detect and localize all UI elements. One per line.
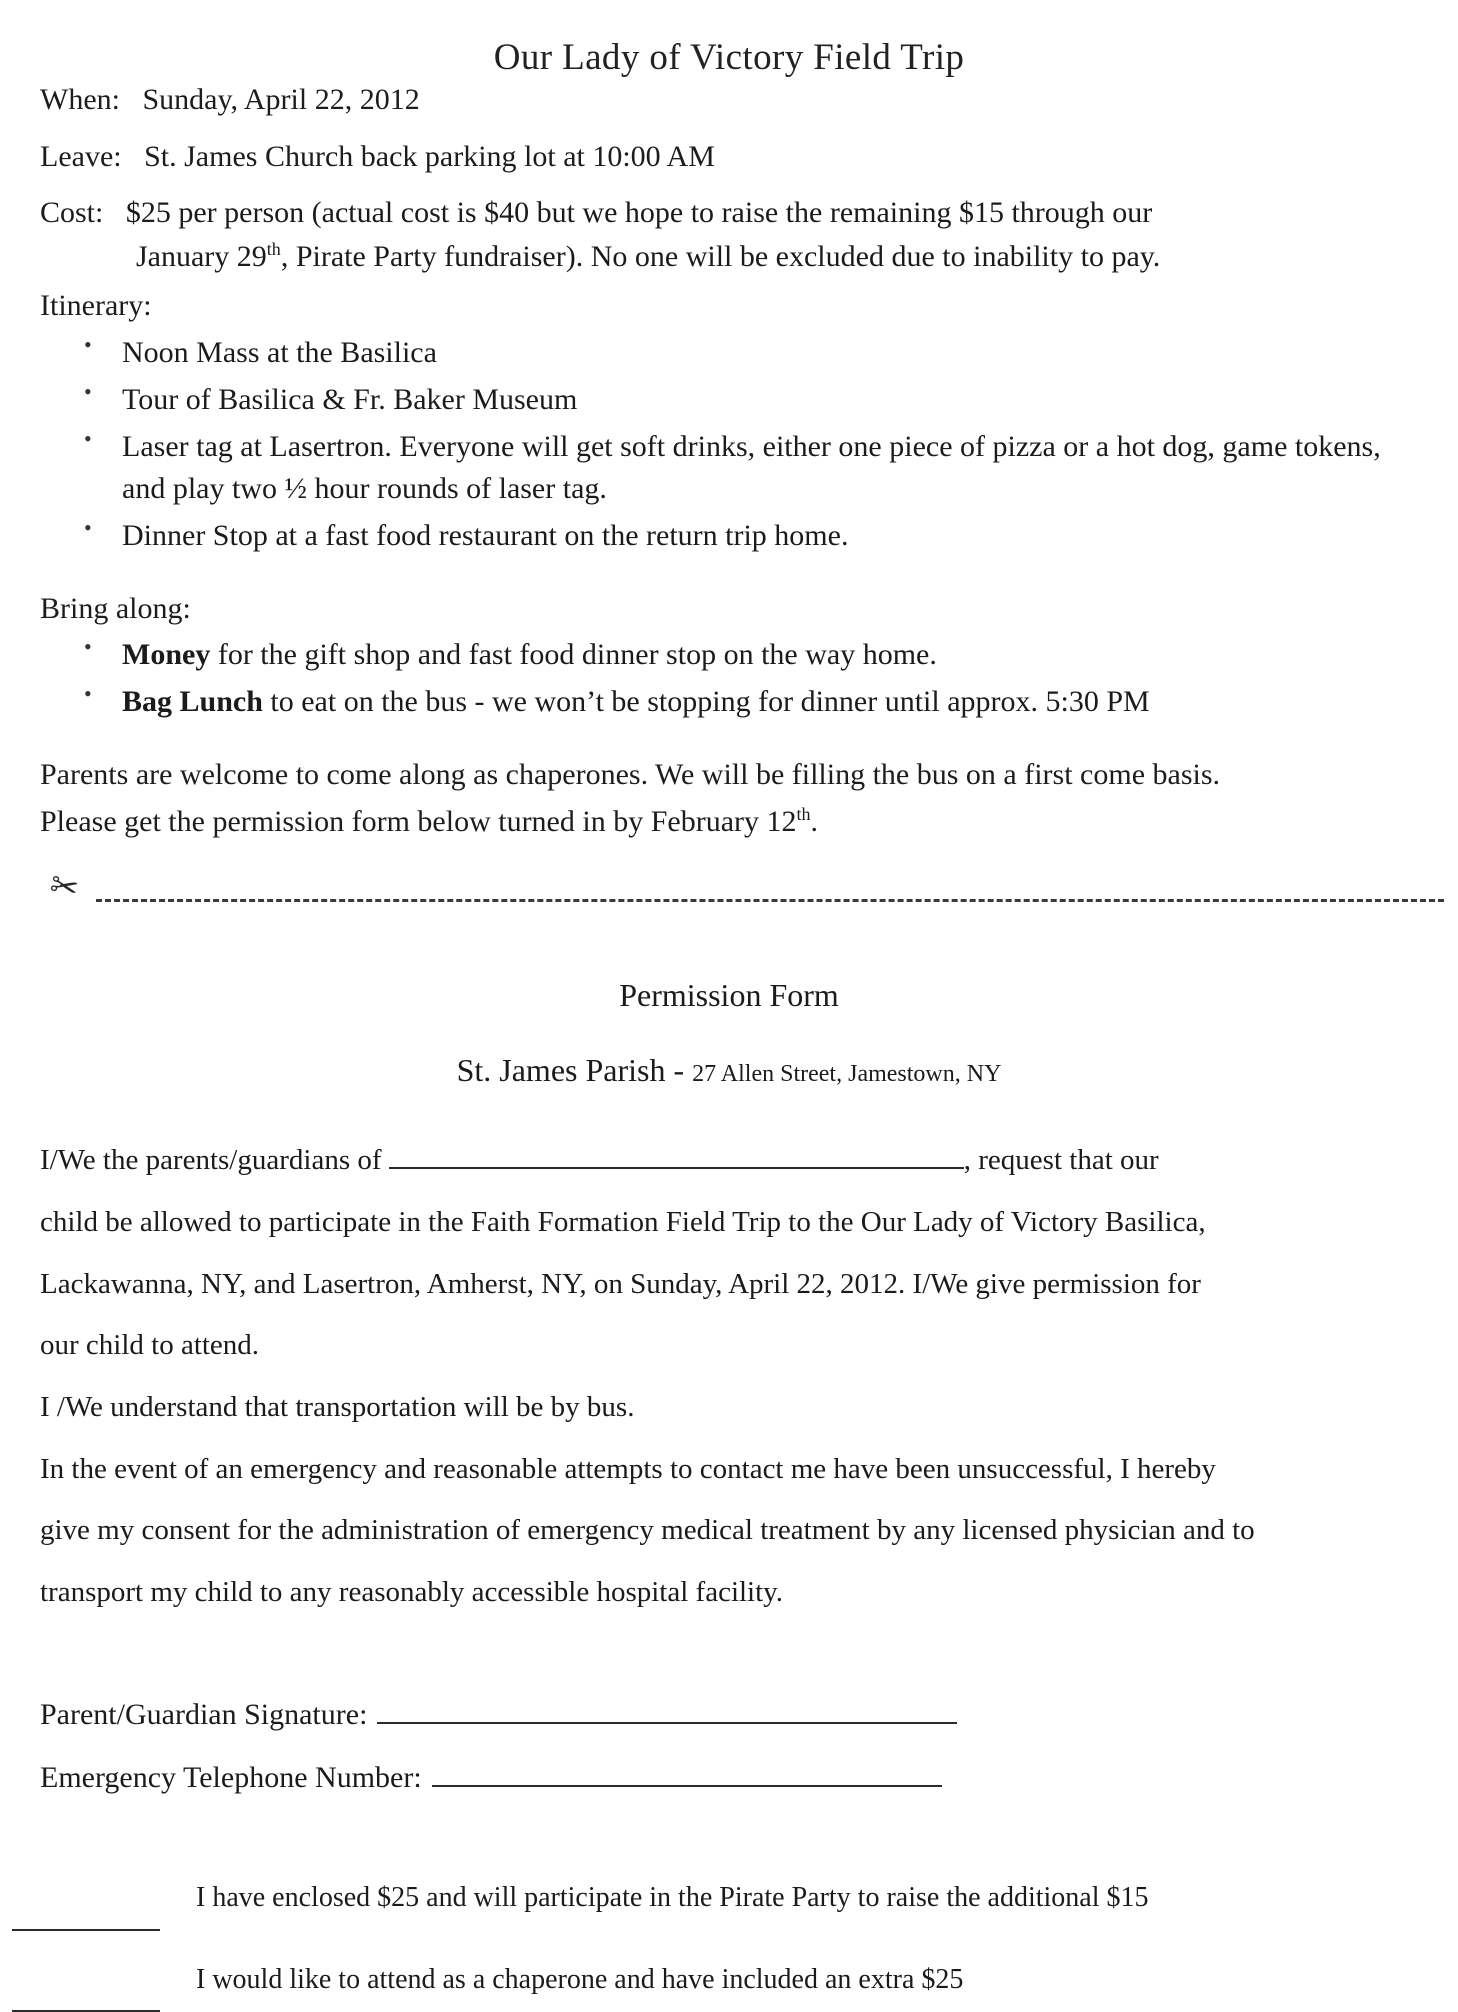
- trip-details-section: [40, 79, 1410, 843]
- dashed-line: [96, 899, 1444, 902]
- statement-line-3: Lackawanna, NY, and Lasertron, Amherst, NY, on Sunday, April 22, 2012. I/We give permission for: [40, 1267, 1201, 1300]
- phone-row: [40, 1746, 1410, 1809]
- list-item-text: to eat on the bus - we won’t be stopping for dinner until approx. 5:30 PM: [262, 685, 1150, 719]
- itinerary-label: Itinerary:: [40, 288, 152, 322]
- bring-along-list: [40, 634, 1410, 723]
- option-row-1: [12, 1865, 1410, 1931]
- list-item-emphasis: Money: [122, 638, 211, 672]
- signature-section: [40, 1683, 1410, 1809]
- chaperone-note-pre: Please get the permission form below turned in by February 12: [40, 804, 797, 838]
- statement-line-8: transport my child to any reasonably accessible hospital facility.: [40, 1576, 784, 1609]
- leave-value: St. James Church back parking lot at 10:00 AM: [144, 139, 715, 173]
- parish-name: St. James Parish: [456, 1052, 666, 1089]
- list-item: • Tour of Basilica & Fr. Baker Museum: [40, 379, 1410, 421]
- list-item: [40, 634, 1410, 676]
- chaperone-note-sup: th: [796, 803, 811, 824]
- page-title: Our Lady of Victory Field Trip: [493, 37, 965, 78]
- signature-label: Parent/Guardian Signature:: [40, 1697, 368, 1731]
- option-1-checkbox-line[interactable]: [12, 1903, 160, 1931]
- itinerary-list: [40, 332, 1410, 557]
- cost-continuation: [136, 236, 1410, 277]
- statement-line-1-post: , request that our: [963, 1144, 1159, 1177]
- phone-label: Emergency Telephone Number:: [40, 1760, 422, 1794]
- child-name-field[interactable]: [389, 1141, 964, 1169]
- chaperone-note-line-1: Parents are welcome to come along as chaperones. We will be filling the bus on a first come basis.: [40, 758, 1221, 792]
- cost-value: $25 per person (actual cost is $40 but we hope to raise the remaining $15 through our: [125, 196, 1153, 230]
- parish-address: 27 Allen Street, Jamestown, NY: [692, 1061, 1002, 1088]
- statement-line-2: child be allowed to participate in the Faith Formation Field Trip to the Our Lady of Victory Basilica,: [40, 1206, 1206, 1239]
- chaperone-note-post: .: [810, 804, 819, 838]
- statement-line-6: In the event of an emergency and reasonable attempts to contact me have been unsuccessful, I hereby: [40, 1452, 1216, 1485]
- cost-continuation-post: , Pirate Party fundraiser). No one will be excluded due to inability to pay.: [280, 239, 1161, 273]
- statement-line-7: give my consent for the administration of emergency medical treatment by any licensed physician and to: [40, 1514, 1255, 1547]
- option-1-label: I have enclosed $25 and will participate in the Pirate Party to raise the additional $15: [196, 1881, 1149, 1913]
- statement-line-5: I /We understand that transportation will be by bus.: [40, 1391, 635, 1424]
- when-label: When:: [40, 83, 120, 116]
- scissors-icon: ✂: [46, 866, 82, 909]
- emergency-phone-field[interactable]: [432, 1759, 942, 1787]
- list-item: • Noon Mass at the Basilica: [40, 332, 1410, 374]
- option-2-label: I would like to attend as a chaperone and have included an extra $25: [196, 1963, 964, 1995]
- cost-line: [40, 192, 1410, 233]
- statement-line-4: our child to attend.: [40, 1329, 260, 1362]
- list-item-emphasis: Bag Lunch: [122, 685, 263, 719]
- leave-label: Leave:: [40, 139, 122, 173]
- option-2-checkbox-line[interactable]: [12, 1984, 160, 2012]
- cut-here-divider: [0, 865, 1458, 929]
- parish-separator: -: [665, 1052, 693, 1089]
- option-row-2: [12, 1947, 1410, 2012]
- list-item: [40, 681, 1410, 723]
- statement-line-1: [40, 1133, 1410, 1189]
- signature-field[interactable]: [377, 1696, 957, 1724]
- cost-continuation-sup: th: [266, 238, 281, 259]
- leave-line: [40, 136, 1410, 179]
- cost-continuation-pre: January 29: [136, 239, 267, 273]
- chaperone-note-line-2: [40, 801, 1410, 844]
- statement-line-1-pre: I/We the parents/guardians of: [40, 1144, 389, 1177]
- list-item: • Laser tag at Lasertron. Everyone will get soft drinks, either one piece of pizza or a hot dog, game tokens, and play two ½ hour rounds of laser tag.: [40, 426, 1410, 510]
- when-line: [40, 79, 1410, 122]
- bring-along-label: Bring along:: [40, 591, 191, 625]
- permission-form-title: Permission Form: [619, 977, 839, 1014]
- signature-row: [40, 1683, 1410, 1746]
- options-section: [12, 1865, 1410, 2012]
- permission-statement: [40, 1133, 1410, 1620]
- when-value: Sunday, April 22, 2012: [142, 83, 420, 116]
- cost-label: Cost:: [40, 196, 104, 230]
- list-item-text: for the gift shop and fast food dinner stop on the way home.: [210, 638, 937, 672]
- list-item: • Dinner Stop at a fast food restaurant on the return trip home.: [40, 515, 1410, 557]
- parish-line: [0, 1052, 1458, 1089]
- document-page: [0, 36, 1458, 1995]
